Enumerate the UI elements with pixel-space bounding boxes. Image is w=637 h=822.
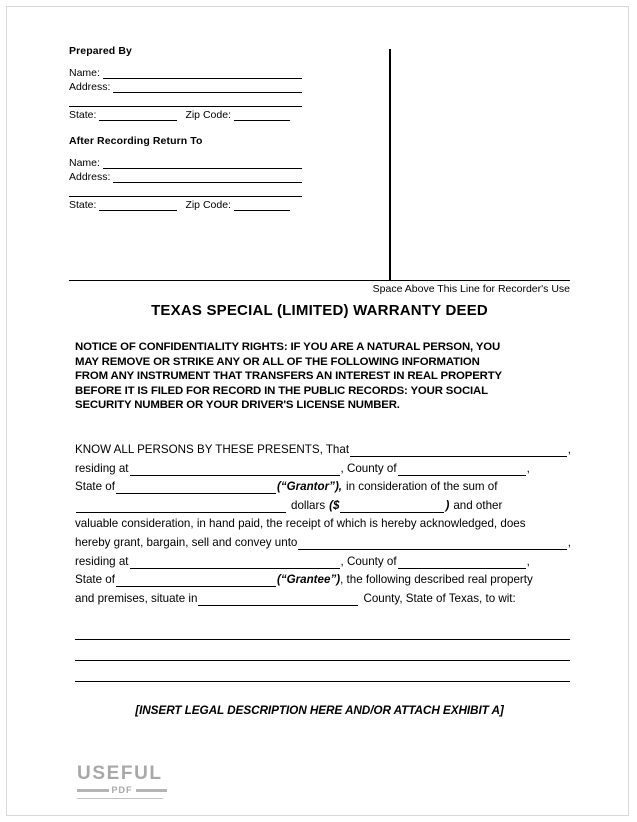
watermark-dash-left-icon — [77, 789, 109, 792]
deed-body — [75, 441, 571, 608]
consideration-sum-text: in consideration of the sum of — [346, 480, 498, 494]
after-recording-name-row — [69, 156, 302, 169]
prepared-by-name-label: Name: — [69, 67, 100, 79]
consideration-words-input[interactable] — [76, 499, 286, 513]
grantor-address-input[interactable] — [130, 462, 340, 476]
document-page — [6, 6, 629, 816]
consideration-amount-input[interactable] — [340, 499, 444, 513]
body-line-grantor-state — [75, 478, 571, 497]
notice-line-3: FROM ANY INSTRUMENT THAT TRANSFERS AN INTEREST IN REAL PROPERTY — [75, 370, 502, 383]
grantee-county-comma: , — [526, 554, 530, 568]
after-recording-address-input[interactable] — [113, 171, 302, 183]
recorder-vertical-divider — [389, 49, 391, 281]
after-recording-state-zip-row — [69, 198, 302, 211]
confidentiality-notice — [75, 340, 571, 413]
notice-line-5: SECURITY NUMBER OR YOUR DRIVER'S LICENSE NUMBER. — [75, 399, 400, 412]
notice-line-2: MAY REMOVE OR STRIKE ANY OR ALL OF THE FOLLOWING INFORMATION — [75, 355, 480, 368]
grantee-state-input[interactable] — [116, 573, 276, 587]
grantee-name-input[interactable] — [298, 536, 566, 550]
grantor-residing-label: residing at — [75, 461, 129, 475]
after-recording-state-label: State: — [69, 199, 97, 211]
and-other-text: and other — [453, 498, 503, 512]
page-title: TEXAS SPECIAL (LIMITED) WARRANTY DEED — [151, 302, 488, 319]
recorder-block — [69, 45, 569, 283]
dollar-sign-label: ($ — [329, 498, 340, 512]
grantor-county-input[interactable] — [398, 462, 526, 476]
after-recording-heading: After Recording Return To — [69, 135, 203, 147]
body-line-consideration-amount — [75, 497, 571, 516]
property-county-input[interactable] — [198, 592, 358, 606]
body-line-property-county — [75, 590, 571, 609]
prepared-by-zip-input[interactable] — [234, 109, 290, 121]
prepared-by-zip-label: Zip Code: — [185, 109, 231, 121]
usefulpdf-watermark-logo — [77, 764, 167, 804]
valuable-consideration-text: valuable consideration, in hand paid, the receipt of which is hereby acknowledged, does — [75, 517, 526, 531]
situate-in-label: and premises, situate in — [75, 591, 198, 605]
prepared-by-address-input[interactable] — [113, 81, 302, 93]
legal-description-line-1[interactable] — [75, 619, 570, 640]
grantor-county-comma: , — [526, 461, 530, 475]
grantee-residing-label: residing at — [75, 554, 129, 568]
grantor-state-label: State of — [75, 480, 115, 494]
after-recording-address-line2-input[interactable] — [69, 184, 302, 197]
after-recording-address-label: Address: — [69, 171, 111, 183]
prepared-by-state-label: State: — [69, 109, 97, 121]
notice-line-4: BEFORE IT IS FILED FOR RECORD IN THE PUBLIC RECORDS: YOUR SOCIAL — [75, 384, 488, 397]
grantee-designation: (“Grantee”) — [276, 573, 341, 587]
body-line-grantor-residence — [75, 460, 571, 479]
watermark-pdf-label: PDF — [111, 785, 133, 795]
prepared-by-address-row — [69, 80, 302, 93]
watermark-dash-right-icon — [136, 789, 168, 792]
close-paren-label: ) — [445, 498, 450, 512]
state-of-texas-text: County, State of Texas, to wit: — [363, 591, 516, 605]
grantee-state-label: State of — [75, 573, 115, 587]
dollars-label: dollars — [291, 498, 326, 512]
legal-description-instruction: [INSERT LEGAL DESCRIPTION HERE AND/OR ATTACH EXHIBIT A] — [135, 703, 504, 717]
prepared-by-state-input[interactable] — [99, 109, 177, 121]
grantee-name-comma: , — [567, 535, 571, 549]
grantor-designation: (“Grantor”), — [276, 480, 343, 494]
after-recording-state-input[interactable] — [99, 199, 177, 211]
prepared-by-heading: Prepared By — [69, 45, 132, 57]
after-recording-name-input[interactable] — [103, 157, 302, 169]
recorder-baseline-rule — [69, 280, 570, 281]
recorder-caption: Space Above This Line for Recorder's Use — [372, 283, 570, 295]
prepared-by-name-row — [69, 66, 302, 79]
prepared-by-address-label: Address: — [69, 81, 111, 93]
watermark-subtitle-row — [77, 785, 167, 795]
after-recording-address-row — [69, 170, 302, 183]
grantee-county-label: , County of — [340, 554, 397, 568]
grantee-address-input[interactable] — [130, 555, 340, 569]
grantor-county-label: , County of — [340, 461, 397, 475]
body-line-grantee-name — [75, 534, 571, 553]
know-all-persons-text: KNOW ALL PERSONS BY THESE PRESENTS, That — [75, 443, 350, 456]
prepared-by-section — [69, 45, 302, 212]
after-recording-zip-input[interactable] — [234, 199, 290, 211]
body-line-valuable-consideration — [75, 515, 571, 534]
body-line-grantee-residence — [75, 553, 571, 572]
prepared-by-name-input[interactable] — [103, 67, 302, 79]
body-line-grantee-state — [75, 571, 571, 590]
prepared-by-state-zip-row — [69, 108, 302, 121]
grantor-state-input[interactable] — [116, 480, 276, 494]
section-spacer — [69, 122, 302, 135]
convey-unto-text: hereby grant, bargain, sell and convey unto — [75, 535, 298, 549]
watermark-underline-rule — [77, 798, 163, 799]
grantee-county-input[interactable] — [398, 555, 526, 569]
legal-description-area — [75, 619, 570, 682]
after-recording-name-label: Name: — [69, 157, 100, 169]
grantor-name-input[interactable] — [350, 443, 567, 457]
legal-description-line-2[interactable] — [75, 640, 570, 661]
watermark-wordmark: USEFUL — [77, 763, 163, 784]
legal-description-line-3[interactable] — [75, 661, 570, 682]
after-recording-zip-label: Zip Code: — [185, 199, 231, 211]
body-line-grantor-name — [75, 441, 571, 460]
described-property-text: , the following described real property — [340, 573, 533, 587]
grantor-name-comma: , — [567, 443, 571, 456]
notice-line-1: NOTICE OF CONFIDENTIALITY RIGHTS: IF YOU ARE A NATURAL PERSON, YOU — [75, 341, 501, 353]
prepared-by-address-line2-input[interactable] — [69, 94, 302, 107]
